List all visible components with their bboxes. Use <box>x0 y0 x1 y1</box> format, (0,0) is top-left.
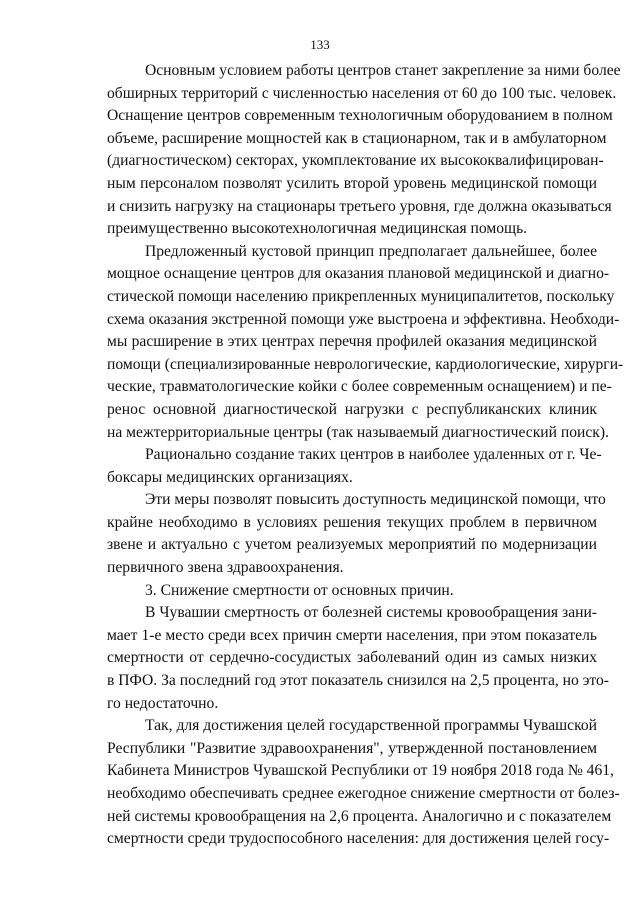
text-line: боксары медицинских организациях. <box>107 468 353 486</box>
text-line: объеме, расширение мощностей как в стационарном, так и в амбулаторном <box>107 129 607 147</box>
text-line: первичного звена здравоохранения. <box>107 559 344 577</box>
text-line: ческие, травматологические койки с более современным оснащением) и пе- <box>107 378 612 396</box>
text-line: и снизить нагрузку на стационары третьего уровня, где должна оказываться <box>107 197 612 215</box>
text-line: смертности среди трудоспособного населения: для достижения целей госу- <box>107 830 610 848</box>
text-line: стической помощи населению прикрепленных муниципалитетов, поскольку <box>107 287 615 305</box>
text-line: Эти меры позволят повысить доступность медицинской помощи, что <box>145 491 606 509</box>
text-line: мает 1-е место среди всех причин смерти населения, при этом показатель <box>107 626 597 644</box>
text-line: Кабинета Министров Чувашской Республики от 19 ноября 2018 года № 461, <box>107 762 614 780</box>
paragraph <box>107 489 606 579</box>
text-line: мощное оснащение центров для оказания плановой медицинской и диагно- <box>107 265 610 283</box>
paragraph <box>107 444 602 489</box>
text-line: схема оказания экстренной помощи уже выстроена и эффективна. Необходи- <box>107 310 620 328</box>
text-line: смертности от сердечно-сосудистых заболеваний один из самых низких <box>107 649 597 667</box>
page-number: 133 <box>310 37 330 52</box>
paragraph <box>107 602 609 715</box>
text-line: ным персоналом позволят усилить второй уровень медицинской помощи <box>107 174 597 192</box>
text-line: преимущественно высокотехнологичная медицинская помощь. <box>107 220 528 238</box>
text-line: обширных территорий с численностью населения от 60 до 100 тыс. человек. <box>107 84 617 102</box>
text-line: (диагностическом) секторах, укомплектование их высококвалифицирован- <box>107 152 604 170</box>
text-line: Предложенный кустовой принцип предполагает дальнейшее, более <box>145 242 597 260</box>
text-line: Рационально создание таких центров в наиболее удаленных от г. Че- <box>145 446 602 464</box>
paragraph <box>107 60 621 241</box>
text-line: ренос основной диагностической нагрузки с республиканских клиник <box>107 400 597 418</box>
text-line: Оснащение центров современным технологичным оборудованием в полном <box>107 107 613 125</box>
text-line: ней системы кровообращения на 2,6 процента. Аналогично и с показателем <box>107 807 612 825</box>
text-line: В Чувашии смертность от болезней системы кровообращения зани- <box>145 604 597 622</box>
paragraph <box>107 715 620 851</box>
text-line: го недостаточно. <box>107 694 219 712</box>
text-line: Основным условием работы центров станет закрепление за ними более <box>145 62 621 79</box>
text-line: необходимо обеспечивать среднее ежегодное снижение смертности от болез- <box>107 785 620 802</box>
text-line: помощи (специализированные неврологические, кардиологические, хирурги- <box>107 355 624 373</box>
document-text <box>107 60 624 851</box>
text-line: в ПФО. За последний год этот показатель снизился на 2,5 процента, но это- <box>107 672 609 690</box>
text-line: мы расширение в этих центрах перечня профилей оказания медицинской <box>107 333 597 351</box>
text-line: крайне необходимо в условиях решения текущих проблем в первичном <box>107 513 597 531</box>
text-line: Так, для достижения целей государственной программы Чувашской <box>145 717 597 735</box>
text-line: звене и актуально с учетом реализуемых мероприятий по модернизации <box>107 536 597 554</box>
text-line: на межтерриториальные центры (так называемый диагностический поиск). <box>107 423 609 441</box>
paragraph <box>107 580 597 603</box>
text-line: Республики "Развитие здравоохранения", утвержденной постановлением <box>107 739 597 757</box>
paragraph <box>107 241 624 444</box>
text-line: 3. Снижение смертности от основных причин. <box>145 581 454 599</box>
